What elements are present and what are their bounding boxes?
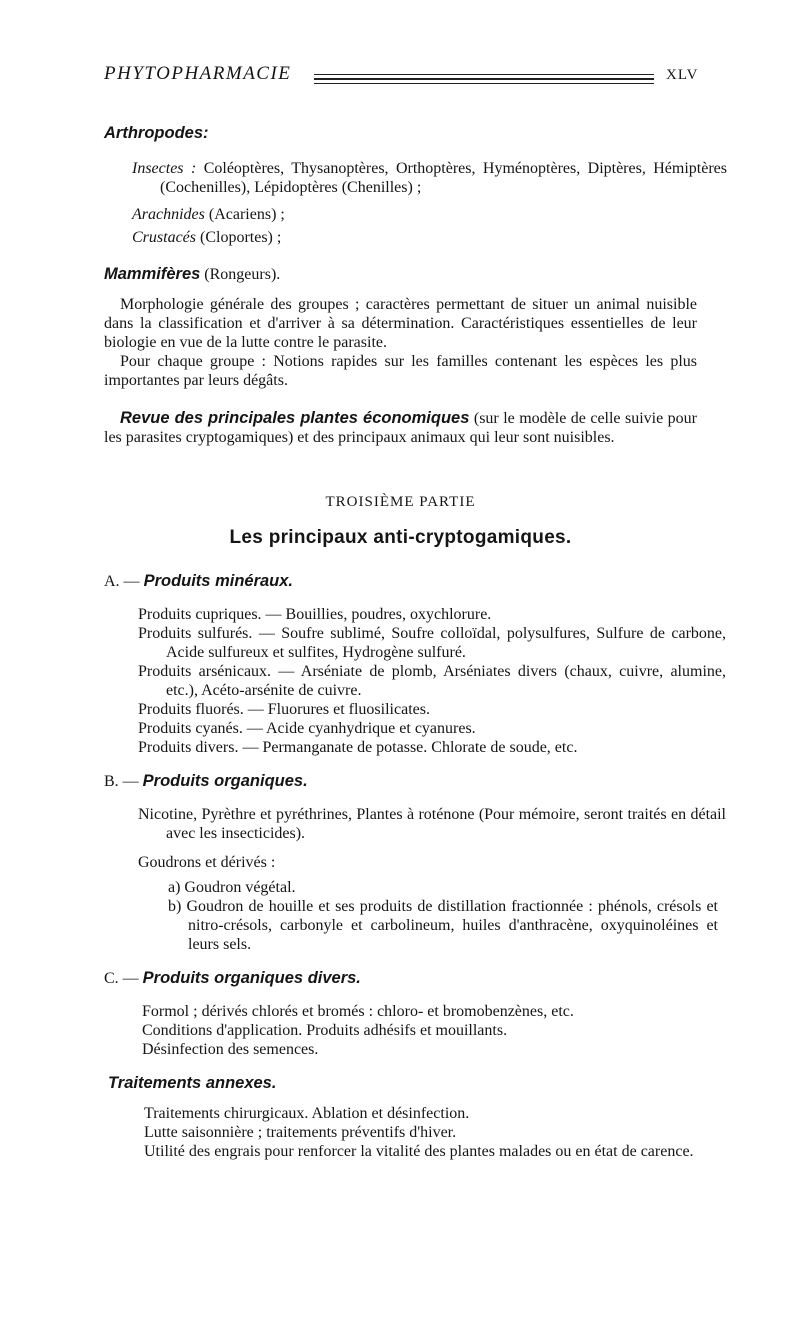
list-item: Utilité des engrais pour renforcer la vitalité des plantes malades ou en état de carence.	[144, 1143, 694, 1160]
arthropodes-heading: Arthropodes:	[104, 124, 209, 142]
header-rule	[314, 83, 654, 84]
list-item: Conditions d'application. Produits adhésifs et mouillants.	[142, 1022, 508, 1039]
list-item: Lutte saisonnière ; traitements préventifs d'hiver.	[144, 1124, 457, 1141]
section-c-heading	[104, 969, 361, 988]
section-a-heading	[104, 572, 293, 591]
running-title: PHYTOPHARMACIE	[104, 63, 292, 84]
part-title: Les principaux anti-cryptogamiques.	[229, 527, 572, 548]
section-letter: B. —	[104, 773, 139, 790]
mammiferes-line	[104, 265, 280, 284]
list-item	[132, 159, 727, 197]
section-letter: C. —	[104, 970, 139, 987]
page-header	[104, 64, 704, 88]
header-rule	[314, 74, 654, 75]
list-item: Produits divers. — Permanganate de potasse. Chlorate de soude, etc.	[138, 739, 578, 756]
section-title: Produits organiques divers.	[142, 969, 361, 987]
list-item: a) Goudron végétal.	[168, 879, 296, 896]
page-number: XLV	[666, 67, 699, 83]
list-item: Produits arsénicaux. — Arséniate de plomb, Arséniates divers (chaux, cuivre, alumine, etc.), Acéto-arsénite de cuivre.	[138, 663, 726, 699]
list-item: Désinfection des semences.	[142, 1041, 319, 1058]
item-text: Coléoptères, Thysanoptères, Orthoptères, Hyménoptères, Diptères, Hémiptères (Cochenilles), Lépidoptères (Chenilles) ;	[160, 160, 728, 196]
section-title: Produits organiques.	[142, 772, 308, 790]
list-item: Traitements chirurgicaux. Ablation et désinfection.	[144, 1105, 470, 1122]
list-item	[132, 228, 699, 247]
list-item	[132, 205, 699, 224]
list-item: Produits fluorés. — Fluorures et fluosilicates.	[138, 701, 430, 718]
item-term: Crustacés	[132, 229, 196, 246]
mammiferes-heading: Mammifères	[104, 265, 201, 283]
item-term: Insectes :	[132, 160, 197, 177]
list-item: Formol ; dérivés chlorés et bromés : chloro- et bromobenzènes, etc.	[142, 1003, 574, 1020]
list-item: Produits cyanés. — Acide cyanhydrique et cyanures.	[138, 720, 476, 737]
section-title: Produits minéraux.	[143, 572, 294, 590]
revue-text: (sur le modèle de celle suivie pour les parasites cryptogamiques) et des principaux animaux qui leur sont nuisibles.	[104, 410, 698, 446]
part-label: TROISIÈME PARTIE	[325, 494, 476, 510]
paragraph: Nicotine, Pyrèthre et pyréthrines, Plantes à roténone (Pour mémoire, seront traités en détail avec les insecticides).	[138, 806, 726, 842]
traitements-heading: Traitements annexes.	[108, 1074, 277, 1092]
list-item: Produits cupriques. — Bouillies, poudres, oxychlorure.	[138, 606, 492, 623]
paragraph: Morphologie générale des groupes ; caractères permettant de situer un animal nuisible dans la classification et d'arriver à sa détermination. Caractéristiques essentielles de leur biologie en vue de la lutte contre le parasite.	[104, 296, 697, 351]
list-item: Produits sulfurés. — Soufre sublimé, Soufre colloïdal, polysulfures, Sulfure de carbone, Acide sulfureux et sulfites, Hydrogène sulfuré.	[138, 625, 726, 661]
goudrons-heading: Goudrons et dérivés :	[138, 854, 276, 871]
section-letter: A. —	[104, 573, 140, 590]
item-term: Arachnides	[132, 206, 205, 223]
mammiferes-text: (Rongeurs).	[204, 266, 281, 283]
revue-heading: Revue des principales plantes économiques	[120, 409, 470, 427]
item-text: (Acariens) ;	[208, 206, 285, 223]
paragraph: Pour chaque groupe : Notions rapides sur les familles contenant les espèces les plus importantes par leurs dégâts.	[104, 353, 697, 389]
list-item: b) Goudron de houille et ses produits de distillation fractionnée : phénols, crésols et nitro-crésols, carbonyle et carbolineum, huiles d'anthracène, oxyquinoléines et leurs sels.	[168, 898, 718, 953]
item-text: (Cloportes) ;	[200, 229, 282, 246]
header-rule	[314, 78, 654, 80]
revue-paragraph	[104, 409, 697, 447]
section-b-heading	[104, 772, 308, 791]
